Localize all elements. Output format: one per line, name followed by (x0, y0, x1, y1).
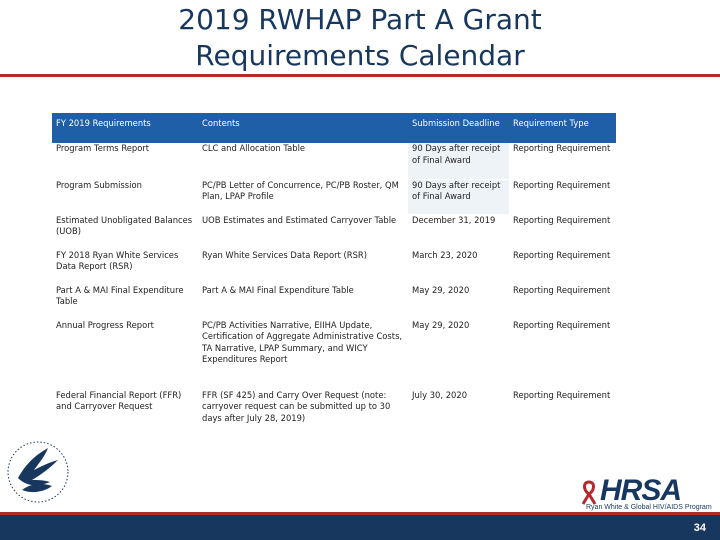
requirement-cell: Estimated Unobligated Balances (UOB) (52, 214, 198, 249)
table-row (52, 143, 616, 179)
contents-cell: FFR (SF 425) and Carry Over Request (note: carryover request can be submitted up to 30 days after July 28, 2019) (198, 389, 408, 437)
slide-title-line-1: 2019 RWHAP Part A Grant (178, 3, 542, 36)
table-row (52, 389, 616, 437)
header-deadline: Submission Deadline (408, 113, 509, 143)
contents-cell: CLC and Allocation Table (198, 143, 408, 179)
slide-title (0, 2, 720, 74)
contents-cell: Ryan White Services Data Report (RSR) (198, 249, 408, 284)
header-contents: Contents (198, 113, 408, 143)
type-cell: Reporting Requirement (509, 179, 616, 214)
deadline-cell: December 31, 2019 (408, 214, 509, 249)
contents-cell: PC/PB Letter of Concurrence, PC/PB Roster, QM Plan, LPAP Profile (198, 179, 408, 214)
deadline-cell: 90 Days after receipt of Final Award (408, 179, 509, 214)
table-row (52, 214, 616, 249)
page-number: 34 (693, 522, 706, 534)
hrsa-logo (580, 476, 716, 512)
type-cell: Reporting Requirement (509, 143, 616, 179)
hhs-eagle-logo (4, 434, 72, 510)
requirement-cell: Annual Progress Report (52, 319, 198, 389)
contents-cell: PC/PB Activities Narrative, EIIHA Update, Certification of Aggregate Administrative Costs, TA Narrative, LPAP Summary, and WICY Expenditures Report (198, 319, 408, 389)
deadline-cell: May 29, 2020 (408, 319, 509, 389)
requirement-cell: Part A & MAI Final Expenditure Table (52, 284, 198, 319)
table-row (52, 249, 616, 284)
header-requirement-type: Requirement Type (509, 113, 616, 143)
slide-title-line-2: Requirements Calendar (195, 39, 525, 72)
requirements-table (52, 113, 616, 438)
type-cell: Reporting Requirement (509, 319, 616, 389)
table-row (52, 284, 616, 319)
deadline-cell: July 30, 2020 (408, 389, 509, 437)
deadline-cell: March 23, 2020 (408, 249, 509, 284)
deadline-cell: May 29, 2020 (408, 284, 509, 319)
requirement-cell: FY 2018 Ryan White Services Data Report (RSR) (52, 249, 198, 284)
contents-cell: Part A & MAI Final Expenditure Table (198, 284, 408, 319)
type-cell: Reporting Requirement (509, 214, 616, 249)
type-cell: Reporting Requirement (509, 389, 616, 437)
type-cell: Reporting Requirement (509, 249, 616, 284)
type-cell: Reporting Requirement (509, 284, 616, 319)
requirement-cell: Program Terms Report (52, 143, 198, 179)
contents-cell: UOB Estimates and Estimated Carryover Table (198, 214, 408, 249)
footer-bar (0, 515, 720, 540)
table-header-row (52, 113, 616, 143)
requirement-cell: Federal Financial Report (FFR) and Carryover Request (52, 389, 198, 437)
header-requirements: FY 2019 Requirements (52, 113, 198, 143)
hrsa-wordmark: HRSA (600, 474, 682, 507)
red-ribbon-icon (580, 480, 598, 506)
table-row (52, 179, 616, 214)
title-underline (0, 74, 720, 77)
hrsa-tagline: Ryan White & Global HIV/AIDS Program (586, 504, 712, 511)
requirement-cell: Program Submission (52, 179, 198, 214)
deadline-cell: 90 Days after receipt of Final Award (408, 143, 509, 179)
table-row (52, 319, 616, 389)
